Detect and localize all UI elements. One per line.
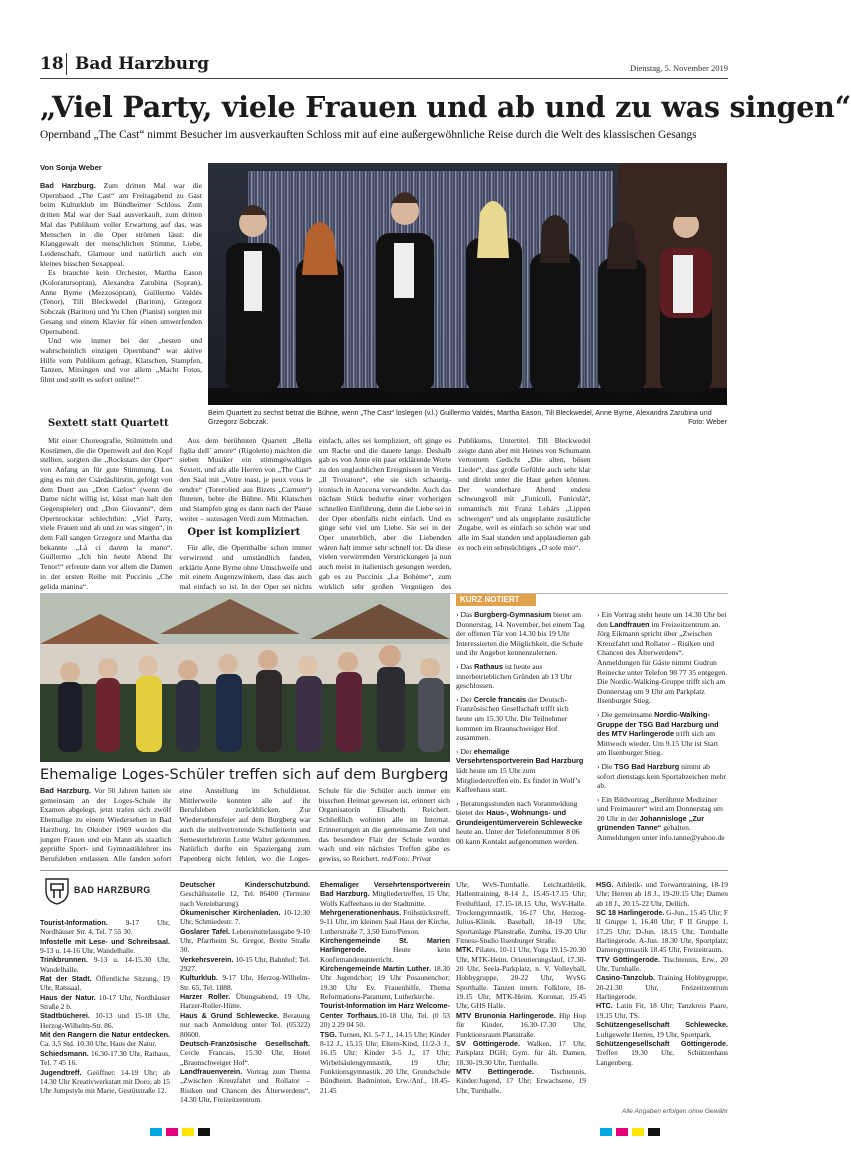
arrow-icon: ›: [597, 709, 602, 719]
kurz-notiert-label: [456, 594, 536, 606]
listings-footnote: Alle Angaben erfolgen ohne Gewähr: [621, 1108, 728, 1115]
coat-of-arms-icon: [44, 877, 70, 905]
article-p2: Es brauchte kein Orchester, Martha Eason (Koloratursopran), Alexandra Zarubina (Sopran), Anne Byrne (Mezzosopran), Guillermo Valdés (Tenor), Till Bleckwedel (Bariton), Grzegorz Sobczak (Bariton) und Yu Chen (Pianist) sorgten mit Gesang und einem Klavier für einen umwerfenden Opernabend.: [40, 268, 202, 336]
kurz-item: › Das Rathaus ist heute aus innerbetrieblichen Gründen ab 13 Uhr geschlossen.: [456, 661, 572, 691]
kurz-item: › Das Burgberg-Gymnasium bietet am Donnerstag, 14. November, bei einem Tag der offenen Tür von 14.30 bis 19 Uhr Interessierten die Möglichkeit, die Schule und ihr Angebot kennenzulernen.: [456, 610, 585, 658]
opera-photo: [208, 163, 727, 405]
kurz-item: › Beratungsstunden nach Voranmeldung bietet der Haus-, Wohnungs- und Grundeigentümerverein Schlewecke heute an. Unter der Telefonnummer 8 06 00 kann Kontakt aufgenommen werden.: [456, 798, 583, 847]
arrow-icon: ›: [456, 661, 461, 671]
kurz-item: › Die gemeinsame Nordic-Walking-Gruppe der TSG Bad Harzburg und des MTV Harlingerode trifft sich am Mittwoch wieder. Um 9.15 Uhr ist Start am Ilsenburger Stieg.: [597, 709, 719, 758]
group-photo-image: [40, 594, 450, 762]
article-p6: Für alle, die Opernhalbe schon immer verwirrend und umständlich fanden, erklärte Anne Byrne ohne Umschweife und mit einem Augenzwinkern, dass das auch mal einfach so ist. In der Oper sei nichts einfach, alles sei kompliziert, oft ginge es um Rache und die dauere lange. Deshalb gab es von Anne ein paar erklärende Worte zu den unglaublichen Ereignissen in Verdis „Il Trovatore“, ehe sie sich schaurig-ironisch in Azucena verwandelte. Auch das nächste Stück bedurfte einer vorherigen schnellen Einführung, denn die Liebe sei in der Oper ebenfalls nicht einfach. Und es ginge sehr viel um Liebe. Sie sei in der Oper unsterblich, aber die Liebenden wären halt immer sehr schnell tot. Da diese vielen verwirrenden Verstrickungen ja nun auch meist in italienisch gesungen werden, gab es zu Puccinis „La Bohème“, zum wirklich sehr großen Vergnügen des Publikums, Untertitel. Till Bleckwedel zeigte dann aber mit Heines von Schumann vertontem Gedicht „Die alten, bösen Lieder“, dass große Gefühle auch sehr klar und direkt unter die Haut gehen können. Der wunderbare Abend endete schwungvoll mit „Funiculì, Funiculà“, romantisch mit Franz Lehárs „Lippen schweigen“ und als ungeplante zusätzliche Zugabe, weil es einfach so schön war und alle im Saal standen und applaudierten gab es noch ein sehnsüchtiges „O sole mio“.: [179, 436, 591, 592]
arrow-icon: ›: [456, 746, 461, 756]
print-registration-marks: [150, 1128, 210, 1136]
page-number: 18: [40, 54, 64, 74]
kurz-item: › Die TSG Bad Harzburg nimmt ab sofort dienstags kein Sportabzeichen mehr ab.: [597, 761, 727, 791]
town-logo-text: BAD HARZBURG: [74, 885, 151, 895]
subheading-oper: Oper ist kompliziert: [187, 527, 301, 539]
article-p4: Mit einer Choreografie, Stilmitteln und Kostümen, die die Opernwelt auf den Kopf stellten, sorgten die „Rockstars der Oper“ von Anfang an für gute Stimmung. Los ging es mit der Csárdásfürstin, gefolgt von dem Duett aus „Don Carlos“ (wenn die Dame nicht willig ist, küsst man halt den Gegenspieler) und „Don Giovanni“, dem Opernrockstar schlechthin: „Viel Party, viele Frauen und ab und zu was singen“, in dem Fall sangen Grzegorz und Martha das bekannte „Là ci darem la mano“. Guillermo „Ich bin heute Abend Ihr Tenor!“ erfreute dann vor allem die Damen in der ersten Reihe mit Puccinis „Che gelida manina“.: [40, 436, 173, 591]
article-headline: „Viel Party, viele Frauen und ab und zu was singen“: [40, 90, 851, 124]
arrow-icon: ›: [597, 794, 602, 804]
reunion-headline: Ehemalige Loges-Schüler treffen sich auf dem Burgberg: [40, 766, 449, 783]
arrow-icon: ›: [456, 798, 461, 808]
section-title: Bad Harzburg: [75, 54, 209, 74]
kurz-item: › Ein Vortrag steht heute um 14.30 Uhr bei den Landfrauen im Freizeitzentrum an. Jörg Eikmann spricht über „Zwischen Kreuzfahrt und Rollator – Risiken und Chancen des Älterwerdens“. Anmeldungen für Gäste nimmt Gudrun Reinecke unter Telefon 98 77 35 entgegen. Die Nordic-Walking-Gruppe trifft sich am Donnerstag um 9 Uhr am Parkplatz Ilsenburger Stieg.: [597, 610, 728, 706]
listings-col-5: [596, 880, 728, 1105]
article-flow: [40, 436, 730, 592]
reunion-dateline: Bad Harzburg.: [40, 786, 92, 795]
listings-col-4-text: Uhr, WvS-Turnhalle. Leichtathletik, Hallentraining, 8-14 J., 15.45-17.15 Uhr; Freiluftlauf, 17.15-18.15 Uhr, WsV-Halle. Trockengymnastik, 16-17 Uhr, Herzog-Julius-Klinik. Baseball, 18-19 Uhr, Sportanlage Planstraße. Zumba, 19-20 Uhr Fitness-Studio Ilsenburger Straße. MTK. Pilates, 10-11 Uhr, Yoga 19.15-20.30 Uhr, MTK-Heim. Orientierungslauf, 17.30-20 Uhr, Seela-Parkplatz, n. V. Volleyball, Hobbygruppe, 20-22 Uhr, WvSG Sporthalle. Tanzen intern. Folklore, 18-19.15 Uhr, MTK-Heim. Koronar, 19.45 Uhr, GHS Halle. MTV Brunonia Harlingerode. Hip Hop für Kinder, 16.30-17.30 Uhr, Funktionsraum Planstraße. SV Göttingerode. Walken, 17 Uhr, Parkplatz DGH; Gym. für ält. Damen, 18.30-19.30 Uhr, Turnhalle. MTV Bettingerode. Tischtennis, Kinder/Jugend, 17 Uhr; Erwachsene, 19 Uhr, Turnhalle.: [456, 880, 586, 1095]
article-p1: Zum dritten Mal war die Opernband „The Cast“ am Freitagabend zu Gast beim Kulturklub im Bündheimer Schloss. Zum dritten Mal war der Saal ausverkauft, zum dritten Mal das Publikum voller Erwartung auf das, was Menschen in die Oper strömen lässt: die Klanggewalt der menschlichen Stimme, Liebe, Leidenschaft, Glamour und natürlich auch ein kleines bisschen Sexappeal.: [40, 181, 202, 268]
photo-caption: [208, 409, 727, 427]
listings-col-1: [40, 918, 170, 1118]
listings-col-2: [180, 880, 310, 1118]
article-p5: Aus dem berühmten Quartett „Bella figlia dell´ amore“ (Rigoletto) machten die sieben Musiker ein stimmgewaltiges Sextett, und als alle Herren von „The Cast“ den Saal mit „Votre toast, je peux vous le rendre“ (Torerolied aus Bizets „Carmen“) fluteten, bebte die Bühne. Mit Klatschen und Stampfen ging es dann nach der Pause weiter – sozusagen Verdi zum Mitmachen.: [179, 436, 312, 523]
reunion-text: [40, 786, 450, 864]
listings-col-2-text: Deutscher Kinderschutzbund. Geschäftsstelle 12, Tel. 86400 (Termine nach Vereinbarung). Ökumenischer Kirchenladen. 10-12.30 Uhr, Schmiedestr. 7. Goslarer Tafel. Lebensmittelausgabe 9-10 Uhr, Pfarrheim St. Gregor, Breite Straße 30. Verkehrsverein. 10-15 Uhr, Bahnhof; Tel. 2927. Kulturklub. 9-17 Uhr, Herzog-Wilhelm-Str. 65, Tel. 1888. Harzer Roller. Übungsabend, 19 Uhr, Harzer-Roller-Hütte. Haus & Grund Schlewecke. Beratung nur nach Anmeldung unter Tel. (05322) 80600. Deutsch-Französische Gesellschaft. Cercle Francais, 15.30 Uhr, Hotel „Braunschweiger Hof“. Landfrauenverein. Vortrag zum Thema „Zwischen Kreuzfahrt und Rollator – Risiken und Chancen des Älterwerdens“, 14.30 Uhr, Freizeitzentrum.: [180, 880, 310, 1104]
header-divider: [66, 53, 67, 75]
dateline: Bad Harzburg.: [40, 181, 96, 190]
arrow-icon: ›: [597, 761, 602, 771]
listings-col-1-text: Tourist-Information. 9-17 Uhr, Nordhäuser Str. 4, Tel. 7 55 30. Infostelle mit Lese- und Schreibsaal. 9-13 u. 14-16 Uhr, Wandelhalle. Trinkbrunnen. 9-13 u. 14-15.30 Uhr, Wandelhalle. Rat der Stadt. Öffentliche Sitzung, 19 Uhr, Ratssaal. Haus der Natur. 10-17 Uhr, Nordhäuser Straße 2 b. Stadtbücherei. 10-13 und 15-18 Uhr, Herzog-Wilhelm-Str. 86. Mit den Rangern die Natur entdecken. Ca. 3,5 Std. 10.30 Uhr, Haus der Natur. Schiedsmann. 16.30-17.30 Uhr, Rathaus, Tel. 7 45 16. Jugendtreff. Geöffnet: 14-19 Uhr; ab 14.30 Uhr Kreativwerkstatt mit Doro; ab 15 Uhr Jumpstyle mit Marie, Gestütstraße 12.: [40, 918, 170, 1096]
article-col-1: [40, 181, 202, 385]
arrow-icon: ›: [597, 610, 602, 619]
article-p3: Und wie immer bei der „besten und wahrscheinlich einzigen Opernband“ war aktive Hilfe vom Publikum gefragt, Klatschen, Stampfen, Tanzen, Mitsingen und vor allem „Macht Fotos, filmt und stellt es sofort online!“: [40, 336, 202, 385]
header-rule: [40, 78, 728, 79]
arrow-icon: ›: [456, 610, 461, 619]
kurz-notiert-text: KURZ NOTIERT: [460, 595, 520, 604]
kurz-item: › Ein Bildvortrag „Berühmte Mediziner und Freimaurer“ wird am Donnerstag um 20 Uhr in der Johannisloge „Zur grünenden Tanne“ gehalten. Anmeldungen unter info.tanne@yahoo.de: [597, 794, 725, 843]
listings-col-3-text: Ehemaliger Versehrtensportverein Bad Harzburg. Mitgliedertreffen, 15 Uhr, Wolfs Kaffeehaus in der Stadtmitte. Mehrgenerationenhaus. Frühstückstreff, 9-11 Uhr, im kleinen Saal Haus der Kirche, Lutherstraße 7, 3,50 Euro/Person. Kirchengemeinde St. Marien Harlingerode. Heute kein Konfirmandenunterricht. Kirchengemeinde Martin Luther. 18.30 Uhr Jugendchor; 19 Uhr Posaunenchor; 19.30 Uhr Ev. Frauenhilfe, Thema Reformations-Parament, Lutherkirche. Tourist-Information im Harz Welcome-Center Torfhaus.10-18 Uhr, Tel. (0 53 20) 2 29 04 50. TSG. Turnen, Kl. 5-7 J., 14.15 Uhr; Kinder 8-12 J., 15.15 Uhr; Eltern-Kind, 11/2-3 J., 16.15 Uhr; Kinder 3-5 J., 17 Uhr; Wirbelsäulengymnastik, 19 Uhr; Funktionsgymnastik, 20 Uhr, Grundschule Bündheim. Badminton, Erw./Anf., 18.45-21.45: [320, 880, 450, 1095]
reunion-photo: [40, 594, 450, 762]
kurz-item: › Der ehemalige Versehrtensportverein Bad Harzburg lädt heute um 15 Uhr zum Mitgliedertreffen ein. Es findet in Wolf’s Kaffeehaus statt.: [456, 746, 584, 795]
reunion-body: Vor 50 Jahren hatten sie gemeinsam an der Loges-Schule ihr Examen abgelegt, jetzt trafen sich zwölf Ehemalige zu einem Wiedersehen in Bad Harzburg. Im Oktober 1969 wurden die jungen Frauen und ein Mann als staatlich geprüfte Sport- und Gymnastiklehrer ins Berufsleben entlassen. Alle fanden sofort eine Anstellung im Schuldienst. Mittlerweile konnten alle auf ihr Berufsleben zurückblicken. Zur Wiedersehensfeier auf dem Burgberg war auch die stellvertretende Schulleiterin und Semesterlehrerin Lotte Walter gekommen. Natürlich durfte ein Spaziergang zum Papenberg nicht fehlen, wo die Loges-Schule für die Schüler auch immer ein bisschen Heimat gewesen ist, erinnert sich Organisatorin Elisabeth Reichert. Schließlich wohnten alle im Internat. Erinnerungen an die gemeinsame Zeit und das besondere Flair der Schule wurden wach und ein nächstes Treffen gäbe es gewiss, so Reichert.: [40, 786, 450, 863]
byline: Von Sonja Weber: [40, 163, 102, 172]
arrow-icon: ›: [456, 694, 461, 704]
listings-col-5-text: HSG. Athletik- und Torwarttraining, 18-19 Uhr; Herren ab 18 J., 19-20.15 Uhr; Damen ab 18 J., 20.15-22 Uhr, Dellich. SC 18 Harlingerode. G-Jun., 15.45 Uhr; F II Gruppe 1, 16.40 Uhr; F II Gruppe 1, 17.25 Uhr; D-Jun. 18.15 Uhr, Turnhalle Harlingerode. A-Jun. 18.30 Uhr, Sportplatz; Damengymnastik 18.45 Uhr, Freizeitraum. TTV Göttingerode. Tischtennis, Erw., 20 Uhr, Turnhalle. Casino-Tanzclub. Training Hobbygruppe, 20-21.30 Uhr, Freizeitzentrum Harlingerode. HTC. Latin Fit, 18 Uhr; Tanzkreis Paare, 19.15 Uhr, TS. Schützengesellschaft Schlewecke. Luftgewehr Herren, 19 Uhr, Sportpark. Schützengesellschaft Göttingerode. Treffen 19.30 Uhr, Schützenhaus Langenberg.: [596, 880, 728, 1067]
listings-top-rule: [40, 870, 728, 871]
listings-col-4: [456, 880, 586, 1118]
issue-date: Dienstag, 5. November 2019: [630, 63, 728, 73]
subheading-sextett: Sextett statt Quartett: [48, 418, 169, 429]
opera-singers-image: [208, 163, 727, 405]
photo-caption-text: Beim Quartett zu sechst betrat die Bühne, wenn „The Cast“ loslegen (v.l.) Guillermo Valdés, Martha Eason, Till Bleckwedel, Anne Byrne, Alexandra Zarubina und Grzegorz Sobczak.: [208, 409, 712, 426]
article-subhead: Opernband „The Cast“ nimmt Besucher im ausverkauften Schloss mit auf eine außergewöhnliche Reise durch die Welt des klassischen Gesangs: [40, 129, 697, 141]
listings-col-3: [320, 880, 450, 1118]
reunion-credit: red/Foto: Privat: [381, 853, 432, 863]
print-registration-marks-right: [600, 1128, 660, 1136]
town-logo: [44, 877, 176, 907]
photo-credit: Foto: Weber: [688, 418, 727, 426]
kurz-item: › Der Cercle francais der Deutsch-Französischen Gesellschaft trifft sich heute um 15.30 Uhr. Die Teilnehmer kommen im Braunschweiger Hof zusammen.: [456, 694, 569, 743]
kurz-notiert-list: [456, 610, 728, 865]
